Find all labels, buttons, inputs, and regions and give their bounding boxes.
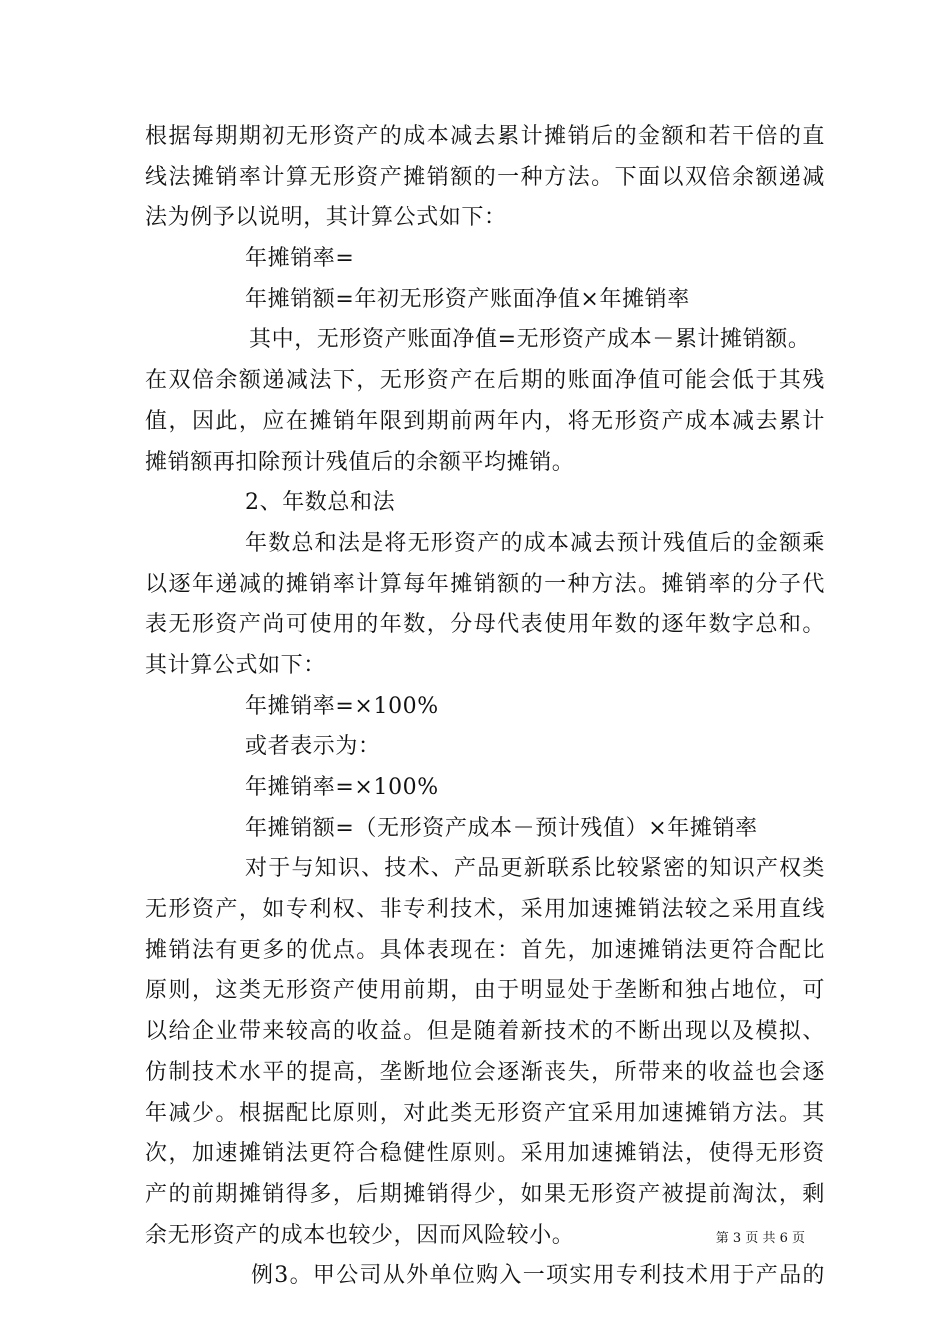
formula-line: 年摊销率= bbox=[245, 246, 355, 272]
text-line: 例3。甲公司从外单位购入一项实用专利技术用于产品的 bbox=[251, 1263, 825, 1289]
text-line: 值，因此，应在摊销年限到期前两年内，将无形资产成本减去累计 bbox=[145, 408, 825, 434]
text-line: 原则，这类无形资产使用前期，由于明显处于垄断和独占地位，可 bbox=[145, 978, 825, 1004]
text-line: 表无形资产尚可使用的年数，分母代表使用年数的逐年数字总和。 bbox=[145, 612, 825, 638]
formula-line: 年摊销率=×100% bbox=[245, 693, 439, 719]
text-line: 在双倍余额递减法下，无形资产在后期的账面净值可能会低于其残 bbox=[145, 368, 825, 394]
text-line: 无形资产，如专利权、非专利技术，采用加速摊销法较之采用直线 bbox=[145, 897, 825, 923]
text-line: 或者表示为： bbox=[245, 734, 381, 760]
text-line: 法为例予以说明，其计算公式如下： bbox=[145, 205, 507, 231]
text-line: 对于与知识、技术、产品更新联系比较紧密的知识产权类 bbox=[245, 856, 825, 882]
text-line: 以逐年递减的摊销率计算每年摊销额的一种方法。摊销率的分子代 bbox=[145, 571, 825, 597]
text-line: 根据每期期初无形资产的成本减去累计摊销后的金额和若干倍的直 bbox=[145, 124, 825, 149]
text-line: 次，加速摊销法更符合稳健性原则。采用加速摊销法，使得无形资 bbox=[145, 1141, 825, 1167]
section-heading: 2、年数总和法 bbox=[245, 490, 396, 516]
text-line: 其计算公式如下： bbox=[145, 652, 326, 678]
text-line: 线法摊销率计算无形资产摊销额的一种方法。下面以双倍余额递减 bbox=[145, 164, 825, 190]
text-line: 产的前期摊销得多，后期摊销得少，如果无形资产被提前淘汰，剩 bbox=[145, 1181, 825, 1207]
text-line: 年数总和法是将无形资产的成本减去预计残值后的金额乘 bbox=[245, 530, 825, 556]
text-line: 余无形资产的成本也较少，因而风险较小。 bbox=[145, 1222, 575, 1248]
text-line: 年减少。根据配比原则，对此类无形资产宜采用加速摊销方法。其 bbox=[145, 1100, 825, 1126]
text-line: 摊销法有更多的优点。具体表现在：首先，加速摊销法更符合配比 bbox=[145, 937, 825, 963]
formula-line: 年摊销额=（无形资产成本－预计残值）×年摊销率 bbox=[245, 815, 758, 841]
text-line: 仿制技术水平的提高，垄断地位会逐渐丧失，所带来的收益也会逐 bbox=[145, 1059, 825, 1085]
page-number: 第 3 页 共 6 页 bbox=[715, 1231, 805, 1246]
formula-line: 年摊销率=×100% bbox=[245, 775, 439, 800]
document-body bbox=[145, 117, 825, 1297]
text-line: 以给企业带来较高的收益。但是随着新技术的不断出现以及模拟、 bbox=[145, 1019, 825, 1045]
text-line: 其中，无形资产账面净值=无形资产成本－累计摊销额。 bbox=[249, 327, 811, 353]
formula-line: 年摊销额=年初无形资产账面净值×年摊销率 bbox=[245, 286, 690, 312]
text-line: 摊销额再扣除预计残值后的余额平均摊销。 bbox=[145, 449, 575, 475]
